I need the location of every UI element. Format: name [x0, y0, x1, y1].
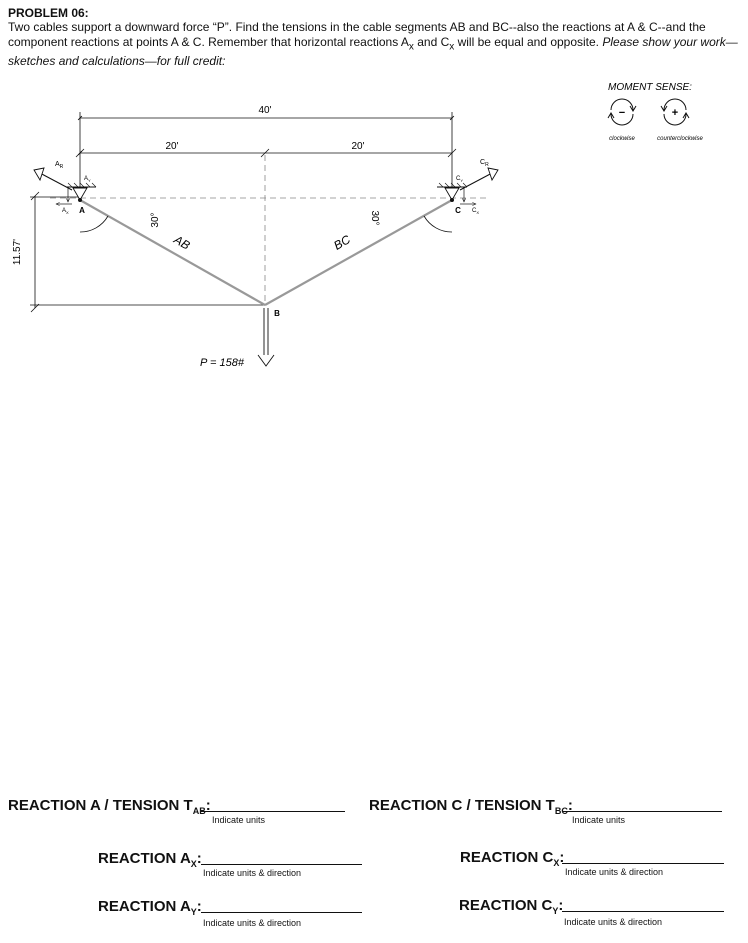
reaction-ay-label: $A_Y$ [84, 176, 91, 183]
problem-title: PROBLEM 06: [8, 6, 89, 20]
angle-arc-left [80, 216, 108, 232]
cables [80, 200, 452, 305]
reaction-ax-hint: Indicate units & direction [203, 868, 302, 878]
angle-arc-right [424, 216, 452, 232]
reaction-ax-answer-label: REACTION $A_X$: [98, 850, 202, 869]
moment-sense-title: MOMENT SENSE: [608, 82, 692, 93]
reaction-c-hint: Indicate units [572, 815, 626, 825]
counterclockwise-label: counterclockwise [657, 136, 703, 142]
clockwise-label: clockwise [609, 136, 635, 142]
dimension-height: 11.57' [12, 238, 23, 266]
point-c-label: C [455, 206, 461, 215]
load-arrow-icon [258, 308, 274, 366]
counterclockwise-sign: + [671, 107, 679, 119]
support-c [437, 183, 476, 204]
reaction-cy-label: $C_Y$ [456, 176, 464, 183]
cable-bc-label: BC [331, 232, 353, 253]
angle-right: 30° [369, 210, 380, 226]
reaction-c-answer-line[interactable] [562, 811, 722, 812]
reaction-ay-answer-label: REACTION $A_Y$: [98, 898, 202, 917]
reaction-cy-answer-line[interactable] [562, 911, 724, 912]
reaction-a-label: REACTION A / TENSION $T_{AB}$: [8, 797, 211, 816]
dimension-left: 20' [165, 141, 179, 152]
reaction-cy-answer-label: REACTION $C_Y$: [459, 897, 564, 916]
reaction-c-label: REACTION C / TENSION $T_{BC}$: [369, 797, 573, 816]
reaction-ar-arrow [34, 168, 72, 190]
reaction-cr-arrow [460, 168, 498, 190]
dimension-right: 20' [351, 141, 365, 152]
counterclockwise-icon [661, 99, 689, 125]
reaction-a-hint: Indicate units [212, 815, 266, 825]
reaction-a-answer-line[interactable] [201, 811, 345, 812]
reaction-cx-hint: Indicate units & direction [565, 867, 664, 877]
statement-part-1: Two cables support a downward force “P”. Find the tensions in the cable segments AB and BC--also the reactions at A & C--and the component reactions at points A & C. Remember that horizontal reactions A [8, 20, 706, 49]
dimension-lines [30, 112, 456, 312]
reaction-ay-answer-line[interactable] [201, 912, 362, 913]
angle-left: 30° [150, 212, 161, 228]
reaction-cr-label: $C_R$ [480, 159, 489, 168]
support-a [56, 183, 96, 204]
load-label: P = 158# [200, 357, 244, 369]
statement-part-2: and C [413, 35, 450, 49]
statement-subscript-x: x [449, 41, 455, 53]
reaction-cy-hint: Indicate units & direction [564, 917, 663, 927]
statement-instructions: Please show your work—sketches and calculations—for full credit: [8, 35, 738, 69]
clockwise-sign: − [618, 107, 626, 119]
reaction-ax-label: $A_X$ [62, 208, 69, 215]
reaction-ay-hint: Indicate units & direction [203, 918, 302, 928]
reaction-cx-answer-line[interactable] [562, 863, 724, 864]
reaction-cx-label: $C_X$ [472, 208, 480, 215]
point-b-label: B [274, 309, 280, 318]
statement-subscript-x: x [408, 41, 414, 53]
reaction-cx-answer-label: REACTION $C_X$: [460, 849, 565, 868]
reaction-ar-label: $A_R$ [55, 161, 64, 170]
dimension-total: 40' [258, 105, 272, 116]
point-a-label: A [79, 206, 85, 215]
clockwise-icon [608, 99, 636, 125]
statement-part-3: will be equal and opposite. [454, 35, 603, 49]
cable-ab-label: AB [171, 232, 193, 253]
reaction-ax-answer-line[interactable] [201, 864, 362, 865]
reference-lines [50, 155, 490, 305]
